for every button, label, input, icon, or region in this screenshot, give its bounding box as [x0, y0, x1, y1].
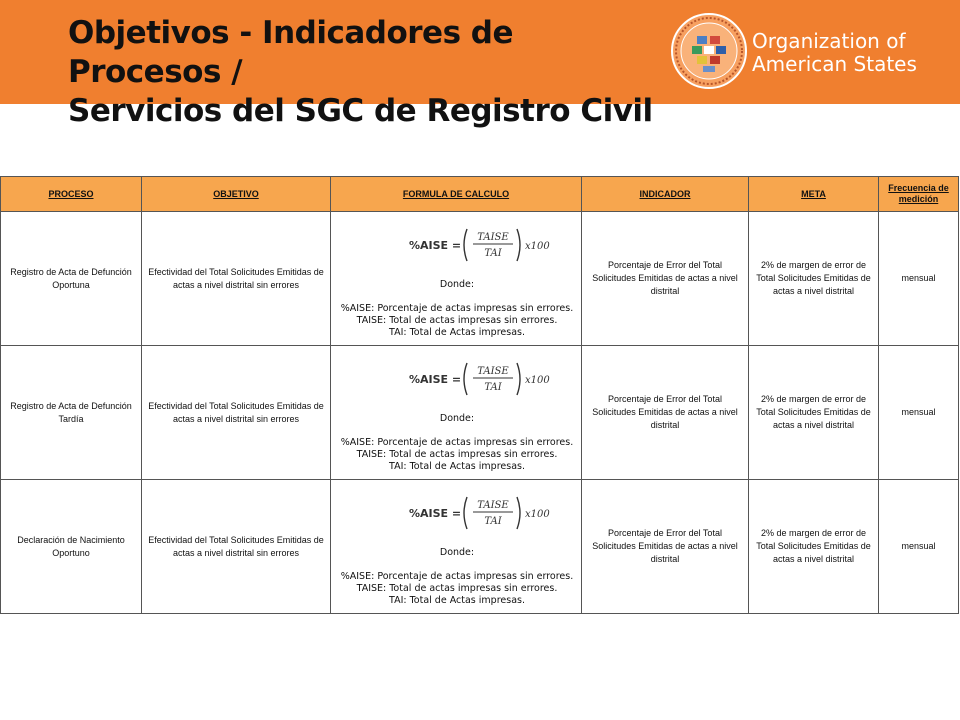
formula-desc-tai: TAI: Total de Actas impresas. [389, 460, 525, 472]
indicators-table [0, 176, 959, 614]
formula-lhs: %AISE = [409, 372, 462, 386]
formula-description [331, 413, 581, 473]
cell-frecuencia-text: mensual [901, 541, 936, 551]
cell-meta-text: 2% de margen de error de Total Solicitudes Emitidas de actas a nivel distrital [756, 260, 871, 296]
formula-numerator: TAISE [477, 365, 509, 377]
org-line1: Organization of [752, 29, 906, 53]
formula-graphic [407, 495, 557, 531]
formula-multiplier: x100 [525, 240, 550, 252]
cell-proceso [1, 212, 142, 346]
table-row [1, 346, 959, 480]
table-header-row [1, 177, 959, 212]
cell-frecuencia-text: mensual [901, 407, 936, 417]
formula-donde: Donde: [439, 412, 475, 424]
formula-image [331, 487, 581, 535]
table-row [1, 480, 959, 614]
cell-meta [749, 212, 879, 346]
header-proceso: PROCESO [1, 177, 142, 212]
slide-title [68, 14, 668, 131]
cell-objetivo-text: Efectividad del Total Solicitudes Emitidas de actas a nivel distrital sin errores [148, 534, 324, 558]
table-row [1, 212, 959, 346]
formula-lhs: %AISE = [409, 506, 462, 520]
slide-title-line1: Objetivos - Indicadores de Procesos / [68, 15, 514, 90]
oas-seal-icon [670, 12, 748, 90]
formula-description [331, 547, 581, 607]
header-indicador: INDICADOR [582, 177, 749, 212]
cell-frecuencia [879, 346, 959, 480]
cell-objetivo-text: Efectividad del Total Solicitudes Emitidas de actas a nivel distrital sin errores [148, 400, 324, 424]
cell-meta [749, 480, 879, 614]
formula-graphic [407, 227, 557, 263]
formula-desc-taise: TAISE: Total de actas impresas sin errores. [356, 448, 558, 460]
cell-formula [331, 346, 582, 480]
formula-donde: Donde: [439, 546, 475, 558]
cell-indicador [582, 346, 749, 480]
cell-indicador-text: Porcentaje de Error del Total Solicitudes Emitidas de actas a nivel distrital [592, 528, 738, 564]
cell-objetivo-text: Efectividad del Total Solicitudes Emitidas de actas a nivel distrital sin errores [148, 266, 324, 290]
cell-formula [331, 212, 582, 346]
organization-name [752, 30, 917, 76]
cell-indicador-text: Porcentaje de Error del Total Solicitudes Emitidas de actas a nivel distrital [592, 394, 738, 430]
cell-frecuencia-text: mensual [901, 273, 936, 283]
cell-indicador [582, 480, 749, 614]
cell-proceso-text: Registro de Acta de Defunción Oportuna [10, 266, 132, 290]
formula-multiplier: x100 [525, 374, 550, 386]
cell-proceso-text: Registro de Acta de Defunción Tardía [10, 400, 132, 424]
formula-lhs: %AISE = [409, 238, 462, 252]
cell-meta-text: 2% de margen de error de Total Solicitudes Emitidas de actas a nivel distrital [756, 528, 871, 564]
formula-desc-aise: %AISE: Porcentaje de actas impresas sin errores. [340, 436, 574, 448]
formula-desc-taise: TAISE: Total de actas impresas sin errores. [356, 582, 558, 594]
header-formula: FORMULA DE CALCULO [331, 177, 582, 212]
formula-denominator: TAI [484, 247, 502, 259]
slide-title-line2: Servicios del SGC de Registro Civil [68, 93, 653, 129]
formula-desc-aise: %AISE: Porcentaje de actas impresas sin errores. [340, 302, 574, 314]
formula-donde: Donde: [439, 278, 475, 290]
cell-objetivo [142, 212, 331, 346]
header-objetivo: OBJETIVO [142, 177, 331, 212]
formula-desc-tai: TAI: Total de Actas impresas. [389, 594, 525, 606]
formula-numerator: TAISE [477, 499, 509, 511]
cell-proceso-text: Declaración de Nacimiento Oportuno [17, 534, 125, 558]
formula-desc-aise: %AISE: Porcentaje de actas impresas sin errores. [340, 570, 574, 582]
cell-proceso [1, 346, 142, 480]
formula-desc-taise: TAISE: Total de actas impresas sin errores. [356, 314, 558, 326]
formula-multiplier: x100 [525, 508, 550, 520]
cell-frecuencia [879, 212, 959, 346]
formula-image [331, 219, 581, 267]
org-line2: American States [752, 52, 917, 76]
cell-objetivo [142, 346, 331, 480]
header-meta: META [749, 177, 879, 212]
formula-denominator: TAI [484, 381, 502, 393]
header-banner [0, 0, 960, 129]
cell-meta [749, 346, 879, 480]
cell-indicador-text: Porcentaje de Error del Total Solicitudes Emitidas de actas a nivel distrital [592, 260, 738, 296]
cell-frecuencia [879, 480, 959, 614]
cell-indicador [582, 212, 749, 346]
cell-proceso [1, 480, 142, 614]
cell-formula [331, 480, 582, 614]
header-frecuencia: Frecuencia de medición [879, 177, 959, 212]
formula-numerator: TAISE [477, 231, 509, 243]
cell-meta-text: 2% de margen de error de Total Solicitudes Emitidas de actas a nivel distrital [756, 394, 871, 430]
formula-image [331, 353, 581, 401]
formula-desc-tai: TAI: Total de Actas impresas. [389, 326, 525, 338]
cell-objetivo [142, 480, 331, 614]
formula-denominator: TAI [484, 515, 502, 527]
formula-graphic [407, 361, 557, 397]
formula-description [331, 279, 581, 339]
